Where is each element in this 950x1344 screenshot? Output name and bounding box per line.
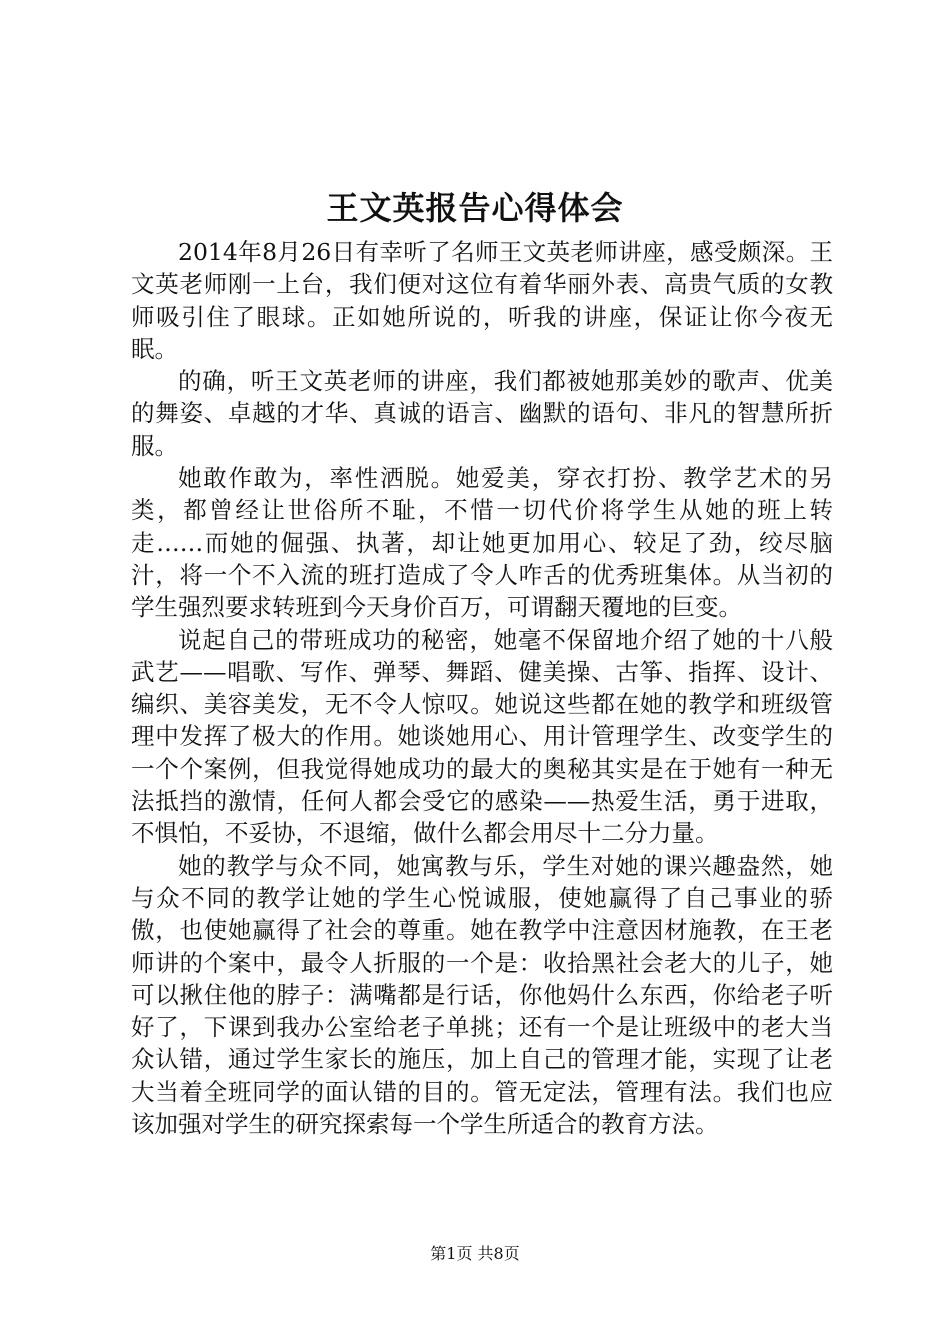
page-footer: 第1页 共8页 (430, 1244, 520, 1263)
paragraph-4: 说起自己的带班成功的秘密，她毫不保留地介绍了她的十八般武艺——唱歌、写作、弹琴、舞蹈、健美操、古筝、指挥、设计、编织、美容美发，无不令人惊叹。她说这些都在她的教学和班级管理中发挥了极大的作用。她谈她用心、用计管理学生、改变学生的一个个案例，但我觉得她成功的最大的奥秘其实是在于她有一种无法抵挡的激情，任何人都会受它的感染——热爱生活，勇于进取，不惧怕，不妥协，不退缩，做什么都会用尽十二分力量。 (131, 625, 833, 848)
paragraph-3: 她敢作敢为，率性洒脱。她爱美，穿衣打扮、教学艺术的另类，都曾经让世俗所不耻，不惜一切代价将学生从她的班上转走……而她的倔强、执著，却让她更加用心、较足了劲，绞尽脑汁，将一个不入流的班打造成了令人咋舌的优秀班集体。从当初的学生强烈要求转班到今天身价百万，可谓翻天覆地的巨变。 (131, 464, 833, 622)
paragraph-5: 她的教学与众不同，她寓教与乐，学生对她的课兴趣盎然，她与众不同的教学让她的学生心悦诚服，使她赢得了自己事业的骄傲，也使她赢得了社会的尊重。她在教学中注意因材施教，在王老师讲的个案中，最令人折服的一个是：收拾黑社会老大的儿子，她可以揪住他的脖子：满嘴都是行话，你他妈什么东西，你给老子听好了，下课到我办公室给老子单挑；还有一个是让班级中的老大当众认错，通过学生家长的施压，加上自己的管理才能，实现了让老大当着全班同学的面认错的目的。管无定法，管理有法。我们也应该加强对学生的研究探索每一个学生所适合的教育方法。 (131, 851, 833, 1139)
page-title: 王文英报告心得体会 (326, 189, 624, 227)
paragraph-1: 2014年8月26日有幸听了名师王文英老师讲座，感受颇深。王文英老师刚一上台，我们便对这位有着华丽外表、高贵气质的女教师吸引住了眼球。正如她所说的，听我的讲座，保证让你今夜无眠。 (131, 238, 833, 363)
document-body (131, 236, 833, 1140)
paragraph-2: 的确，听王文英老师的讲座，我们都被她那美妙的歌声、优美的舞姿、卓越的才华、真诚的语言、幽默的语句、非凡的智慧所折服。 (131, 367, 833, 460)
